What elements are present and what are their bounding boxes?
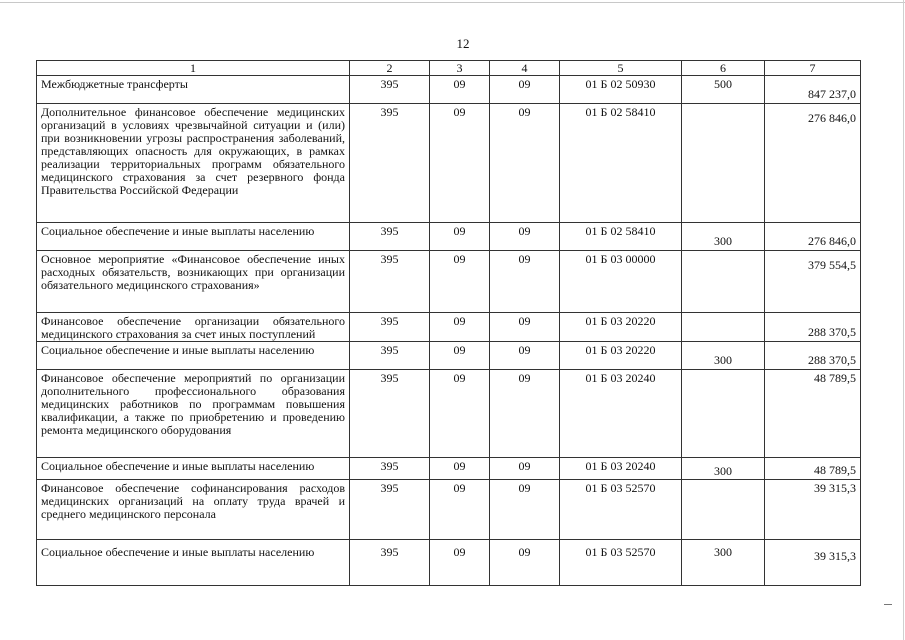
row-amount: 276 846,0 [765,223,861,251]
table-row [37,540,861,586]
row-type [682,251,765,313]
row-name: Социальное обеспечение и иные выплаты населению [37,223,350,251]
header-col-7: 7 [765,61,861,76]
row-code: 01 Б 03 20240 [560,458,682,480]
row-c3: 09 [430,76,490,104]
table-row [37,223,861,251]
row-c3: 09 [430,223,490,251]
row-name: Основное мероприятие «Финансовое обеспечение иных расходных обязательств, возникающих при организации обязательного медицинского страхования» [37,251,350,313]
row-c2: 395 [350,313,430,342]
row-code: 01 Б 03 20220 [560,313,682,342]
row-type: 300 [682,540,765,586]
row-type: 500 [682,76,765,104]
row-c2: 395 [350,76,430,104]
row-c2: 395 [350,480,430,540]
row-amount: 379 554,5 [765,251,861,313]
row-name: Финансовое обеспечение софинансирования расходов медицинских организаций на оплату труда врачей и среднего медицинского персонала [37,480,350,540]
table-row [37,458,861,480]
row-c2: 395 [350,458,430,480]
row-amount: 48 789,5 [765,370,861,458]
row-c2: 395 [350,223,430,251]
row-code: 01 Б 03 00000 [560,251,682,313]
row-code: 01 Б 03 52570 [560,540,682,586]
table-row [37,76,861,104]
row-c4: 09 [490,251,560,313]
table-row [37,313,861,342]
row-c2: 395 [350,370,430,458]
row-c4: 09 [490,480,560,540]
row-amount: 288 370,5 [765,342,861,370]
row-c3: 09 [430,540,490,586]
row-c4: 09 [490,540,560,586]
row-amount: 847 237,0 [765,76,861,104]
row-code: 01 Б 03 20240 [560,370,682,458]
page-number: 12 [456,36,470,51]
row-type: 300 [682,342,765,370]
row-amount: 276 846,0 [765,104,861,223]
row-name: Финансовое обеспечение организации обязательного медицинского страхования за счет иных поступлений [37,313,350,342]
row-name: Финансовое обеспечение мероприятий по организации дополнительного профессионального образования медицинских работников по программам повышения квалификации, а также по приобретению и проведению ремонта медицинского оборудования [37,370,350,458]
header-col-6: 6 [682,61,765,76]
header-col-3: 3 [430,61,490,76]
row-type: 300 [682,458,765,480]
row-c3: 09 [430,342,490,370]
table-header-row [37,61,861,76]
row-c2: 395 [350,540,430,586]
row-c3: 09 [430,370,490,458]
row-amount: 288 370,5 [765,313,861,342]
row-c2: 395 [350,104,430,223]
row-name: Дополнительное финансовое обеспечение медицинских организаций в условиях чрезвычайной ситуации и (или) при возникновении угрозы распространения заболеваний, представляющих опасность для окружающих, в рамках реализации территориальных программ обязательного медицинского страхования за счет резервного фонда Правительства Российской Федерации [37,104,350,223]
row-c4: 09 [490,76,560,104]
header-col-1: 1 [37,61,350,76]
row-c2: 395 [350,251,430,313]
row-c3: 09 [430,104,490,223]
row-type [682,313,765,342]
row-c4: 09 [490,458,560,480]
row-c4: 09 [490,104,560,223]
row-code: 01 Б 02 58410 [560,223,682,251]
scan-top-edge [0,2,905,3]
row-name: Социальное обеспечение и иные выплаты населению [37,458,350,480]
table-row [37,104,861,223]
row-c3: 09 [430,480,490,540]
row-amount: 48 789,5 [765,458,861,480]
header-col-5: 5 [560,61,682,76]
row-c4: 09 [490,370,560,458]
row-name: Социальное обеспечение и иные выплаты населению [37,342,350,370]
row-type [682,480,765,540]
row-c3: 09 [430,251,490,313]
table-row [37,251,861,313]
row-type: 300 [682,223,765,251]
row-code: 01 Б 02 58410 [560,104,682,223]
row-c4: 09 [490,342,560,370]
scan-mark [884,604,892,605]
row-code: 01 Б 03 52570 [560,480,682,540]
row-amount: 39 315,3 [765,540,861,586]
table-row [37,342,861,370]
row-c4: 09 [490,313,560,342]
table-row [37,480,861,540]
row-code: 01 Б 03 20220 [560,342,682,370]
row-c3: 09 [430,313,490,342]
row-type [682,370,765,458]
row-amount: 39 315,3 [765,480,861,540]
header-col-2: 2 [350,61,430,76]
row-c2: 395 [350,342,430,370]
row-type [682,104,765,223]
row-code: 01 Б 02 50930 [560,76,682,104]
row-c4: 09 [490,223,560,251]
budget-table [36,60,861,586]
row-name: Социальное обеспечение и иные выплаты населению [37,540,350,586]
scan-right-edge [903,0,904,640]
table-row [37,370,861,458]
header-col-4: 4 [490,61,560,76]
row-name: Межбюджетные трансферты [37,76,350,104]
row-c3: 09 [430,458,490,480]
